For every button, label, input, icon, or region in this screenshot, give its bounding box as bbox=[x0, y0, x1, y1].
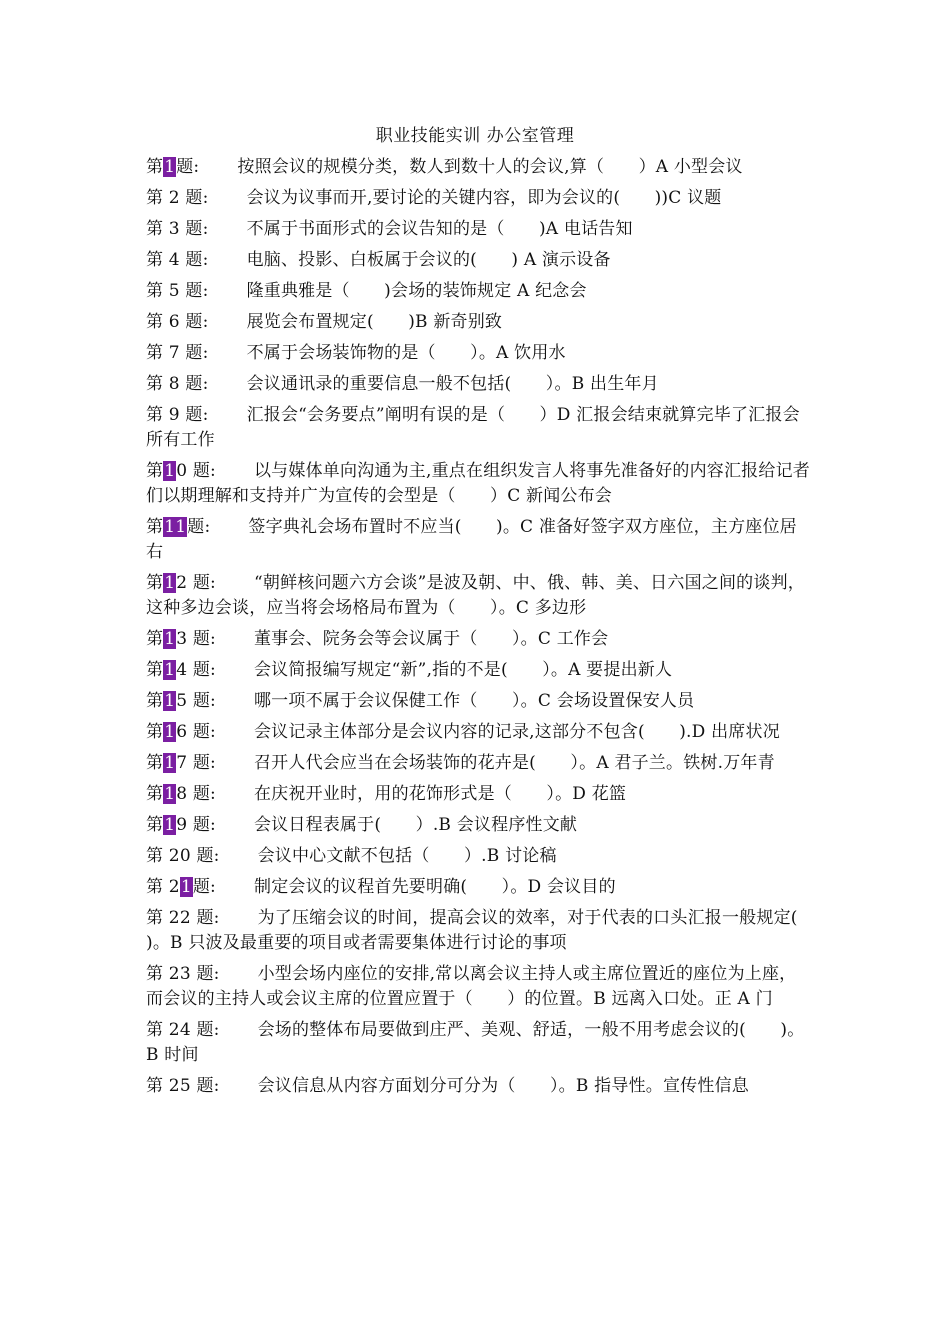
question-item bbox=[146, 813, 812, 838]
question-item bbox=[146, 844, 812, 869]
question-number-prefix: 第 22 题: bbox=[146, 908, 220, 928]
question-number-prefix: 第 23 题: bbox=[146, 964, 220, 984]
question-number-prefix: 第 7 题: bbox=[146, 343, 209, 363]
search-highlight: 11 bbox=[164, 517, 187, 537]
question-number-suffix: 题: bbox=[176, 157, 200, 177]
question-number-prefix: 第 4 题: bbox=[146, 250, 209, 270]
question-text: 以与媒体单向沟通为主,重点在组织发言人将事先准备好的内容汇报给记者们以期理解和支持并广为宣传的会型是（ ）C 新闻公布会 bbox=[146, 461, 810, 506]
question-number-prefix: 第 bbox=[146, 660, 164, 680]
question-number-prefix: 第 25 题: bbox=[146, 1076, 220, 1096]
question-item bbox=[146, 403, 812, 453]
search-highlight: 1 bbox=[164, 660, 176, 680]
question-text: 会议日程表属于( ）.B 会议程序性文献 bbox=[253, 815, 578, 835]
question-item bbox=[146, 217, 812, 242]
question-item bbox=[146, 155, 812, 180]
question-number-prefix: 第 5 题: bbox=[146, 281, 209, 301]
question-number-prefix: 第 bbox=[146, 722, 164, 742]
question-item bbox=[146, 279, 812, 304]
question-text: 隆重典雅是（ )会场的装饰规定 A 纪念会 bbox=[246, 281, 587, 301]
question-number-prefix: 第 bbox=[146, 157, 164, 177]
question-item bbox=[146, 875, 812, 900]
question-item bbox=[146, 782, 812, 807]
question-text: 会场的整体布局要做到庄严、美观、舒适，一般不用考虑会议的( )。B 时间 bbox=[146, 1020, 805, 1065]
search-highlight: 1 bbox=[180, 877, 192, 897]
search-highlight: 1 bbox=[164, 753, 176, 773]
question-item bbox=[146, 248, 812, 273]
question-number-suffix: 题: bbox=[192, 877, 216, 897]
question-text: “朝鲜核问题六方会谈”是波及朝、中、俄、韩、美、日六国之间的谈判，这种多边会谈，应当将会场格局布置为（ ）。C 多边形 bbox=[146, 573, 805, 618]
question-text: 为了压缩会议的时间，提高会议的效率，对于代表的口头汇报一般规定( )。B 只波及最重要的项目或者需要集体进行讨论的事项 bbox=[146, 908, 833, 953]
question-number-prefix: 第 bbox=[146, 461, 164, 481]
question-number-suffix: 6 题: bbox=[176, 722, 216, 742]
question-item bbox=[146, 627, 812, 652]
question-number-suffix: 0 题: bbox=[176, 461, 216, 481]
question-item bbox=[146, 720, 812, 745]
question-list bbox=[146, 155, 833, 1105]
question-text: 召开人代会应当在会场装饰的花卉是( ）。A 君子兰。铁树.万年青 bbox=[253, 753, 775, 773]
question-number-prefix: 第 bbox=[146, 573, 164, 593]
question-text: 董事会、院务会等会议属于（ ）。C 工作会 bbox=[253, 629, 609, 649]
question-text: 不属于会场装饰物的是（ ）。A 饮用水 bbox=[246, 343, 566, 363]
question-text: 汇报会“会务要点”阐明有误的是（ ）D 汇报会结束就算完毕了汇报会所有工作 bbox=[146, 405, 800, 450]
question-text: 会议通讯录的重要信息一般不包括( ）。B 出生年月 bbox=[246, 374, 659, 394]
question-number-suffix: 7 题: bbox=[176, 753, 216, 773]
question-item bbox=[146, 658, 812, 683]
question-number-suffix: 4 题: bbox=[176, 660, 216, 680]
question-text: 在庆祝开业时，用的花饰形式是（ ）。D 花篮 bbox=[253, 784, 627, 804]
question-item bbox=[146, 962, 812, 1012]
question-text: 哪一项不属于会议保健工作（ ）。C 会场设置保安人员 bbox=[253, 691, 695, 711]
search-highlight: 1 bbox=[164, 784, 176, 804]
question-text: 会议简报编写规定“新”,指的不是( ）。A 要提出新人 bbox=[253, 660, 673, 680]
question-text: 签字典礼会场布置时不应当( )。C 准备好签字双方座位，主方座位居右 bbox=[146, 517, 797, 562]
question-text: 会议记录主体部分是会议内容的记录,这部分不包含( ).D 出席状况 bbox=[253, 722, 780, 742]
question-number-prefix: 第 bbox=[146, 691, 164, 711]
search-highlight: 1 bbox=[164, 722, 176, 742]
question-number-prefix: 第 bbox=[146, 784, 164, 804]
question-item bbox=[146, 186, 812, 211]
question-text: 电脑、投影、白板属于会议的( ) A 演示设备 bbox=[246, 250, 611, 270]
question-number-prefix: 第 9 题: bbox=[146, 405, 209, 425]
question-item bbox=[146, 1074, 812, 1099]
question-text: 展览会布置规定( )B 新奇别致 bbox=[246, 312, 503, 332]
question-number-prefix: 第 20 题: bbox=[146, 846, 220, 866]
question-number-prefix: 第 bbox=[146, 815, 164, 835]
question-item bbox=[146, 689, 812, 714]
question-number-prefix: 第 3 题: bbox=[146, 219, 209, 239]
question-text: 会议为议事而开,要讨论的关键内容，即为会议的( ))C 议题 bbox=[246, 188, 722, 208]
search-highlight: 1 bbox=[164, 629, 176, 649]
question-number-suffix: 9 题: bbox=[176, 815, 216, 835]
question-item bbox=[146, 310, 812, 335]
question-text: 会议信息从内容方面划分可分为（ ）。B 指导性。宣传性信息 bbox=[257, 1076, 749, 1096]
question-number-prefix: 第 2 bbox=[146, 877, 180, 897]
question-number-prefix: 第 6 题: bbox=[146, 312, 209, 332]
question-text: 制定会议的议程首先要明确( ）。D 会议目的 bbox=[254, 877, 616, 897]
search-highlight: 1 bbox=[164, 573, 176, 593]
page-title: 职业技能实训 办公室管理 bbox=[375, 126, 575, 146]
question-number-suffix: 题: bbox=[187, 517, 211, 537]
question-item bbox=[146, 341, 812, 366]
question-number-suffix: 3 题: bbox=[176, 629, 216, 649]
question-number-prefix: 第 8 题: bbox=[146, 374, 209, 394]
question-number-prefix: 第 24 题: bbox=[146, 1020, 220, 1040]
question-item bbox=[146, 906, 833, 956]
question-item bbox=[146, 751, 812, 776]
question-number-suffix: 2 题: bbox=[176, 573, 216, 593]
search-highlight: 1 bbox=[164, 815, 176, 835]
search-highlight: 1 bbox=[164, 461, 176, 481]
question-number-prefix: 第 bbox=[146, 753, 164, 773]
question-item bbox=[146, 515, 812, 565]
question-text: 不属于书面形式的会议告知的是（ )A 电话告知 bbox=[246, 219, 633, 239]
question-item bbox=[146, 571, 812, 621]
search-highlight: 1 bbox=[164, 157, 176, 177]
question-text: 小型会场内座位的安排,常以离会议主持人或主席位置近的座位为上座，而会议的主持人或会议主席的位置应置于（ ）的位置。B 远离入口处。正 A 门 bbox=[146, 964, 797, 1009]
question-text: 会议中心文献不包括（ ）.B 讨论稿 bbox=[257, 846, 557, 866]
question-item bbox=[146, 372, 812, 397]
question-number-prefix: 第 bbox=[146, 629, 164, 649]
question-number-suffix: 8 题: bbox=[176, 784, 216, 804]
question-item bbox=[146, 1018, 812, 1068]
question-number-prefix: 第 2 题: bbox=[146, 188, 209, 208]
question-number-suffix: 5 题: bbox=[176, 691, 216, 711]
question-text: 按照会议的规模分类，数人到数十人的会议,算（ ）A 小型会议 bbox=[237, 157, 743, 177]
search-highlight: 1 bbox=[164, 691, 176, 711]
question-item bbox=[146, 459, 812, 509]
question-number-prefix: 第 bbox=[146, 517, 164, 537]
